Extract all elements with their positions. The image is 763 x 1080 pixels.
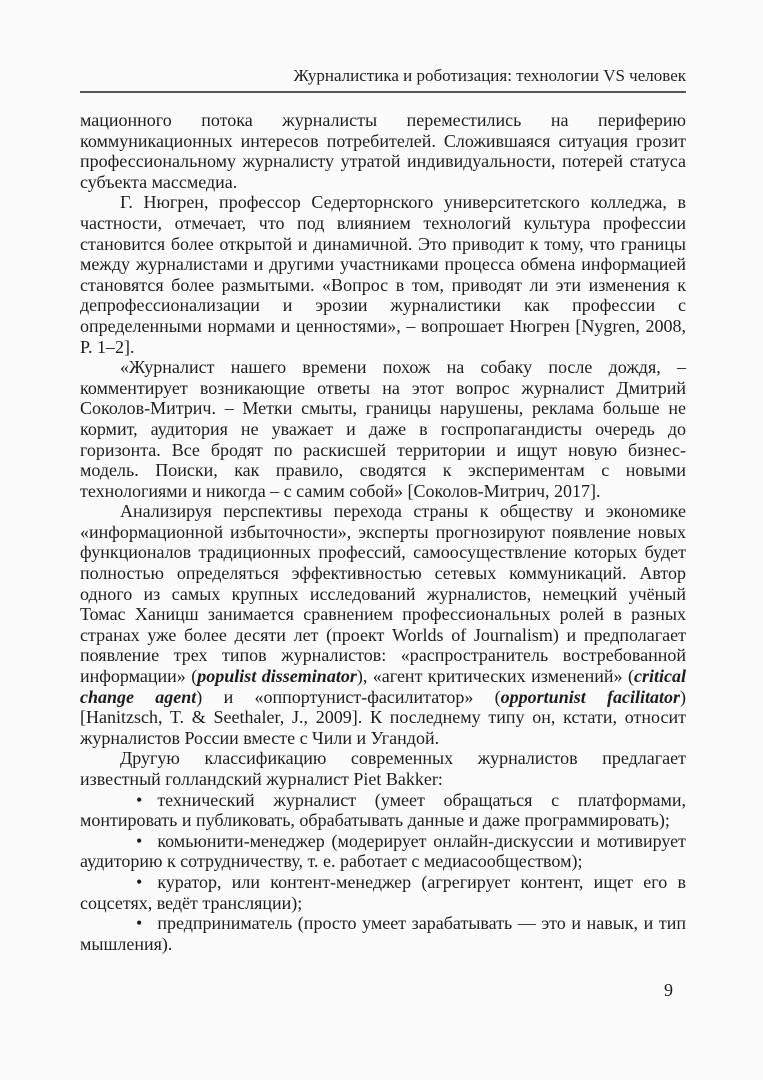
- bullet-item: [80, 872, 686, 913]
- bullet-icon: •: [136, 871, 143, 892]
- bullet-item: [80, 831, 686, 872]
- paragraph-run: Анализируя перспективы перехода страны к обществу и экономике «информационной избыточности», эксперты прогнозируют появление новых функционалов традиционных профессий, самоосуществление которых будет полностью определяться эффективностью сетевых коммуникаций. Автор одного из самых крупных исследований журналистов, немецкий учёный Томас Ханицш занимается сравнением профессиональных ролей в разных странах уже более десяти лет (проект Worlds of Journalism) и предполагает появление трех типов журналистов: «распространитель востребованной информации» (: [80, 501, 686, 687]
- page-body: [80, 110, 686, 954]
- paragraph: [80, 501, 686, 748]
- bullet-icon: •: [136, 830, 143, 851]
- paragraph: Другую классификацию современных журналистов предлагает известный голландский журналист Piet Bakker:: [80, 748, 686, 789]
- paragraph: Г. Нюгрен, профессор Седерторнского университетского колледжа, в частности, отмечает, что под влиянием технологий культура профессии становится более открытой и динамичной. Это приводит к тому, что границы между журналистами и другими участниками процесса обмена информацией становятся более размытыми. «Вопрос в том, приводят ли эти изменения к депрофессионализации и эрозии журналистики как профессии с определенными нормами и ценностями», – вопрошает Нюгрен [Nygren, 2008, P. 1–2].: [80, 192, 686, 357]
- paragraph: «Журналист нашего времени похож на собаку после дождя, – комментирует возникающие ответы на этот вопрос журналист Дмитрий Соколов-Митрич. – Метки смыты, границы нарушены, реклама больше не кормит, аудитория не уважает и даже в госпропагандисты очередь до горизонта. Все бродят по раскисшей территории и ищут новую бизнес-модель. Поиски, как правило, сводятся к экспериментам с новыми технологиями и никогда – с самим собой» [Соколов-Митрич, 2017].: [80, 357, 686, 501]
- paragraph-run: ), «агент критических изменений» (: [356, 666, 634, 687]
- running-header-title: Журналистика и роботизация: технологии VS человек: [293, 66, 686, 85]
- bullet-text: технический журналист (умеет обращаться с платформами, монтировать и публиковать, обрабатывать данные и даже программировать);: [80, 789, 686, 831]
- bullet-icon: •: [136, 789, 143, 810]
- paragraph-run: ) [Hanitzsch, T. & Seethaler, J., 2009]. К последнему типу он, кстати, относит журналистов России вместе с Чили и Угандой.: [80, 686, 686, 748]
- bullet-item: [80, 913, 686, 954]
- paragraph: мационного потока журналисты переместились на периферию коммуникационных интересов потребителей. Сложившаяся ситуация грозит профессиональному журналисту утратой индивидуальности, потерей статуса субъекта массмедиа.: [80, 110, 686, 192]
- bullet-item: [80, 790, 686, 831]
- term-critical-change-agent: critical change agent: [80, 666, 686, 707]
- term-opportunist-facilitator: opportunist facilitator: [500, 686, 680, 707]
- page-number: 9: [664, 980, 673, 1001]
- bullet-icon: •: [136, 913, 143, 934]
- paragraph-run: ) и «оппортунист-фасилитатор» (: [196, 686, 501, 707]
- running-header: [80, 66, 686, 93]
- bullet-text: предприниматель (просто умеет зарабатывать — это и навык, и тип мышления).: [80, 913, 686, 954]
- bullet-text: куратор, или контент-менеджер (агрегирует контент, ищет его в соцсетях, ведёт трансляции);: [80, 871, 686, 913]
- bullet-text: комьюнити-менеджер (модерирует онлайн-дискуссии и мотивирует аудиторию к сотрудничеству, т. е. работает с медиасообществом);: [80, 830, 686, 872]
- term-populist-disseminator: populist disseminator: [197, 666, 357, 687]
